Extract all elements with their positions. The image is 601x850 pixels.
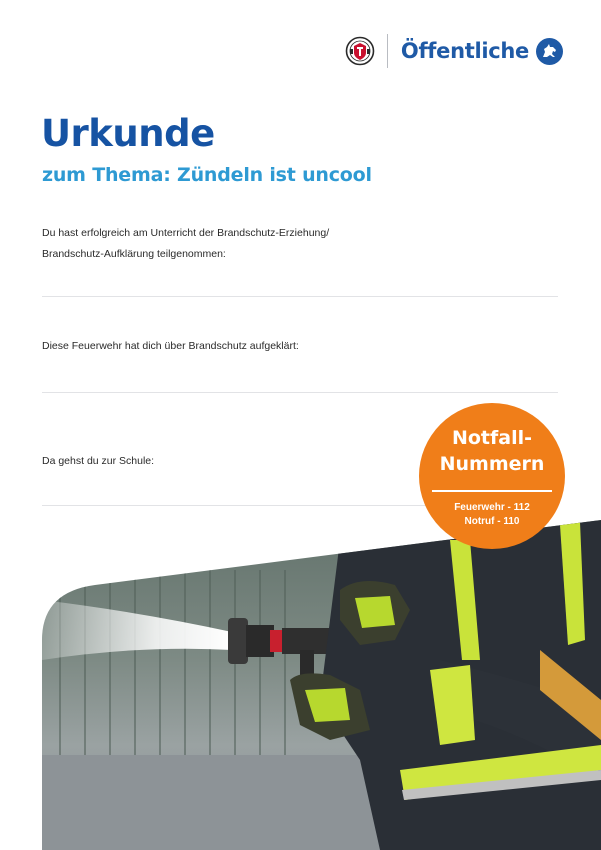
badge-title: Notfall- [451,427,533,449]
badge-divider [432,490,552,492]
badge-title: Nummern [439,453,545,475]
prompt-fire-department: Diese Feuerwehr hat dich über Brandschutz aufgeklärt: [42,340,299,352]
certificate-subtitle: zum Thema: Zündeln ist uncool [42,164,372,186]
brand-name: Öffentliche [400,39,529,63]
police-number: Notruf - 110 [464,516,520,527]
prompt-line: Brandschutz-Aufklärung teilgenommen: [42,248,226,260]
prompt-school: Da gehst du zur Schule: [42,455,155,467]
fire-department-number: Feuerwehr - 112 [454,502,530,513]
prompt-line: Du hast erfolgreich am Unterricht der Brandschutz-Erziehung/ [42,227,330,239]
emergency-numbers-badge [419,403,565,549]
certificate-title: Urkunde [41,112,215,155]
